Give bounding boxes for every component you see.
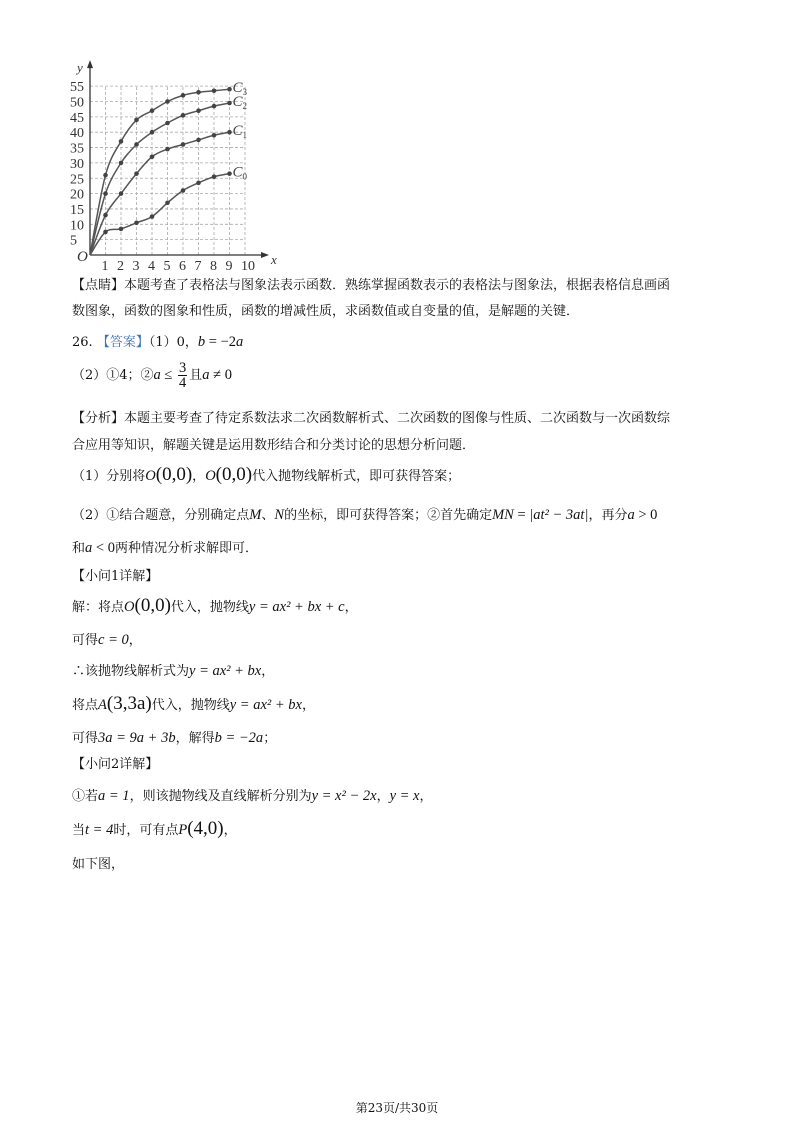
y-tick-label: 5 bbox=[70, 233, 77, 249]
an3-o1: O bbox=[145, 468, 156, 484]
series-label: C bbox=[232, 123, 243, 140]
an4-a: a bbox=[627, 507, 635, 523]
s5-end: ； bbox=[263, 731, 277, 746]
frac-num: 3 bbox=[179, 360, 187, 376]
series-label-sub: 0 bbox=[242, 171, 247, 182]
series-point bbox=[119, 161, 124, 166]
series-point bbox=[119, 227, 124, 232]
y-tick-label: 20 bbox=[70, 187, 84, 203]
s5-mid: ，解得 bbox=[175, 731, 215, 746]
s4-mid: 代入，抛物线 bbox=[151, 698, 230, 713]
series-point bbox=[212, 174, 217, 179]
series-point bbox=[227, 101, 232, 106]
series-point bbox=[103, 173, 108, 178]
s5-text: 可得 bbox=[72, 731, 99, 746]
series-label: C bbox=[232, 80, 243, 97]
y-tick-label: 35 bbox=[70, 141, 84, 157]
s4-formula: y = ax² + bx bbox=[229, 697, 302, 713]
series-point bbox=[196, 108, 201, 113]
t2-coord: (4,0) bbox=[187, 818, 224, 839]
y-tick-label: 40 bbox=[70, 126, 84, 142]
x-tick-label: 6 bbox=[179, 259, 186, 274]
series-point bbox=[134, 142, 139, 147]
an4-abs: |at² − 3at| bbox=[529, 507, 589, 523]
s5-eq2: b = −2a bbox=[214, 730, 264, 746]
ans1-part: （1）0， bbox=[148, 335, 198, 350]
series-point bbox=[150, 108, 155, 113]
y-tick-label: 15 bbox=[70, 202, 84, 218]
answer-line-2 bbox=[72, 360, 232, 391]
analysis-text-2: 合应用等知识，解题关键是运用数形结合和分类讨论的思想分析问题． bbox=[72, 438, 476, 453]
sub1-tag: 【小问1详解】 bbox=[72, 569, 159, 584]
t2-mid: 时，可有点 bbox=[113, 823, 179, 838]
series-point bbox=[165, 201, 170, 206]
series-point bbox=[119, 139, 124, 144]
t3-text: 如下图， bbox=[72, 857, 125, 872]
series-point bbox=[119, 191, 124, 196]
an4-n: N bbox=[274, 507, 285, 523]
ans2-a1: a bbox=[153, 367, 161, 383]
comment-text-2: 数图象，函数的图象和性质，函数的增减性质，求函数值或自变量的值，是解题的关键． bbox=[72, 304, 580, 319]
analysis-text-1: 本题主要考查了待定系数法求二次函数解析式、二次函数的图像与性质、二次函数与一次函数综 bbox=[124, 411, 671, 426]
t1-a1: a = 1 bbox=[98, 788, 130, 804]
analysis-line-1 bbox=[72, 410, 670, 428]
s2-comma: ， bbox=[128, 633, 142, 648]
comment-tag: 【点睛】 bbox=[72, 278, 125, 293]
analysis-line-5 bbox=[72, 539, 258, 558]
an3-coord1: (0,0) bbox=[155, 464, 193, 485]
an3-o2: O bbox=[205, 468, 216, 484]
y-tick-label: 55 bbox=[70, 80, 84, 96]
s1-mid: 代入，抛物线 bbox=[170, 600, 249, 615]
an5-lt: < 0 bbox=[92, 540, 115, 556]
s2-text: 可得 bbox=[72, 633, 99, 648]
comment-text-1: 本题考查了表格法与图象法表示函数．熟练掌握函数表示的表格法与图象法，根据表格信息画函 bbox=[124, 278, 671, 293]
comment-line-1 bbox=[72, 277, 670, 295]
origin-label: O bbox=[77, 249, 88, 265]
sub1-heading bbox=[72, 568, 158, 586]
y-axis-label: y bbox=[77, 60, 83, 76]
series-point bbox=[103, 230, 108, 235]
an4-sep: 、 bbox=[261, 508, 275, 523]
ans1-b: b bbox=[197, 334, 206, 350]
series-label-sub: 2 bbox=[242, 101, 247, 112]
s1-text: 解：将点 bbox=[72, 600, 125, 615]
solution-line-2 bbox=[72, 631, 142, 650]
s4-a: A bbox=[98, 697, 107, 713]
ans2-and: 且 bbox=[189, 368, 203, 383]
an4-text: （2）①结合题意，分别确定点 bbox=[72, 508, 250, 523]
x-tick-label: 8 bbox=[210, 259, 217, 274]
an3-coord2: (0,0) bbox=[215, 464, 253, 485]
ans2-le: ≤ bbox=[160, 367, 177, 383]
t1-parabola: y = x² − 2x bbox=[311, 788, 377, 804]
series-label: C bbox=[232, 164, 243, 181]
an5-a: a bbox=[85, 540, 93, 556]
series-point bbox=[165, 121, 170, 126]
sub2-tag: 【小问2详解】 bbox=[72, 757, 159, 772]
answer-tag: 【答案】 bbox=[96, 335, 149, 350]
t1-text: ①若 bbox=[72, 789, 99, 804]
x-tick-label: 1 bbox=[101, 259, 109, 274]
solution2-line-2 bbox=[72, 820, 237, 840]
series-point bbox=[103, 213, 108, 218]
function-graph bbox=[0, 0, 794, 280]
ans2-part: （2）①4；② bbox=[72, 368, 154, 383]
series-point bbox=[227, 87, 232, 92]
series-point bbox=[227, 171, 232, 176]
s4-text: 将点 bbox=[72, 698, 99, 713]
an4-gt: > 0 bbox=[634, 507, 658, 523]
s4-coord: (3,3a) bbox=[106, 693, 152, 714]
chart-series bbox=[90, 87, 232, 255]
series-point bbox=[181, 188, 186, 193]
series-point bbox=[150, 154, 155, 159]
y-tick-label: 50 bbox=[70, 95, 84, 111]
y-axis-arrow bbox=[87, 60, 93, 68]
s1-coord: (0,0) bbox=[134, 595, 171, 616]
series-point bbox=[196, 181, 201, 186]
series-point bbox=[212, 104, 217, 109]
y-tick-label: 25 bbox=[70, 172, 84, 188]
an3-tail: 代入抛物线解析式，即可获得答案； bbox=[252, 469, 461, 484]
frac-den: 4 bbox=[179, 375, 187, 391]
an4-eq: = bbox=[513, 507, 530, 523]
series-line bbox=[90, 174, 230, 255]
series-point bbox=[134, 171, 139, 176]
s5-eq1: 3a = 9a + 3b bbox=[98, 730, 176, 746]
solution-line-4 bbox=[72, 695, 315, 715]
series-point bbox=[196, 138, 201, 143]
x-tick-label: 5 bbox=[163, 259, 171, 274]
analysis-line-2 bbox=[72, 437, 475, 455]
s3-comma: ， bbox=[261, 664, 275, 679]
series-point bbox=[103, 191, 108, 196]
comment-line-2 bbox=[72, 303, 579, 321]
series-label-sub: 3 bbox=[242, 87, 247, 98]
x-tick-label: 3 bbox=[132, 259, 140, 274]
x-tick-label: 2 bbox=[117, 259, 124, 274]
t2-text: 当 bbox=[72, 823, 86, 838]
x-tick-label: 4 bbox=[148, 259, 155, 274]
series-label-sub: 1 bbox=[242, 130, 247, 141]
series-point bbox=[165, 147, 170, 152]
x-tick-label: 9 bbox=[225, 259, 233, 274]
t1-mid: ，则该抛物线及直线解析分别为 bbox=[129, 789, 312, 804]
y-tick-label: 30 bbox=[70, 156, 84, 172]
series-point bbox=[227, 130, 232, 135]
t1-comma: ， bbox=[376, 789, 390, 804]
solution2-line-1 bbox=[72, 787, 433, 806]
series-point bbox=[212, 88, 217, 93]
y-tick-label: 10 bbox=[70, 218, 84, 234]
series-point bbox=[181, 113, 186, 118]
analysis-line-4 bbox=[72, 506, 657, 525]
an4-mn: MN bbox=[492, 507, 514, 523]
s1-comma: ， bbox=[344, 600, 358, 615]
solution-line-1 bbox=[72, 597, 358, 617]
solution2-line-3 bbox=[72, 856, 124, 874]
series-point bbox=[150, 214, 155, 219]
t2-p: P bbox=[178, 822, 188, 838]
t2-end: ， bbox=[223, 823, 237, 838]
s3-text: ∴该抛物线解析式为 bbox=[72, 664, 190, 679]
series-point bbox=[165, 99, 170, 104]
series-point bbox=[181, 142, 186, 147]
ans1-eq: = −2 bbox=[205, 334, 236, 350]
x-tick-label: 10 bbox=[241, 259, 255, 274]
s4-comma: ， bbox=[301, 698, 315, 713]
solution-line-5 bbox=[72, 729, 276, 748]
s1-o: O bbox=[124, 599, 135, 615]
x-tick-label: 7 bbox=[194, 259, 202, 274]
series-point bbox=[134, 220, 139, 225]
t1-line: y = x bbox=[389, 788, 420, 804]
an5-tail: 两种情况分析求解即可． bbox=[114, 541, 258, 556]
an4-m: M bbox=[249, 507, 262, 523]
ans2-ne: ≠ 0 bbox=[209, 367, 232, 383]
an3-comma: ， bbox=[192, 469, 206, 484]
series-point bbox=[181, 93, 186, 98]
s3-formula: y = ax² + bx bbox=[189, 663, 262, 679]
y-tick-label: 45 bbox=[70, 110, 84, 126]
solution-line-3 bbox=[72, 662, 274, 681]
s1-formula: y = ax² + bx + c bbox=[248, 599, 345, 615]
ans2-a2: a bbox=[202, 367, 210, 383]
x-axis-label: x bbox=[271, 252, 277, 267]
series-point bbox=[150, 130, 155, 135]
answer-line-1 bbox=[72, 333, 243, 352]
an4-mid: 的坐标，即可获得答案；②首先确定 bbox=[284, 508, 493, 523]
analysis-line-3 bbox=[72, 466, 460, 486]
sub2-heading bbox=[72, 756, 158, 774]
s2-formula: c = 0 bbox=[98, 632, 129, 648]
series-point bbox=[196, 90, 201, 95]
series-point bbox=[212, 133, 217, 138]
an5-and: 和 bbox=[72, 541, 86, 556]
x-axis-arrow bbox=[261, 252, 269, 258]
series-label: C bbox=[232, 94, 243, 111]
fraction-three-quarters bbox=[178, 361, 187, 390]
analysis-tag: 【分析】 bbox=[72, 411, 125, 426]
chart-series-labels bbox=[233, 80, 248, 181]
an3-text: （1）分别将 bbox=[72, 469, 146, 484]
ans1-a: a bbox=[236, 334, 244, 350]
question-number: 26. bbox=[72, 335, 93, 350]
t1-end: ， bbox=[419, 789, 433, 804]
series-point bbox=[134, 118, 139, 123]
page-footer: 第23页/共30页 bbox=[355, 1101, 439, 1115]
an4-then: ，再分 bbox=[588, 508, 628, 523]
t2-t: t = 4 bbox=[85, 822, 114, 838]
